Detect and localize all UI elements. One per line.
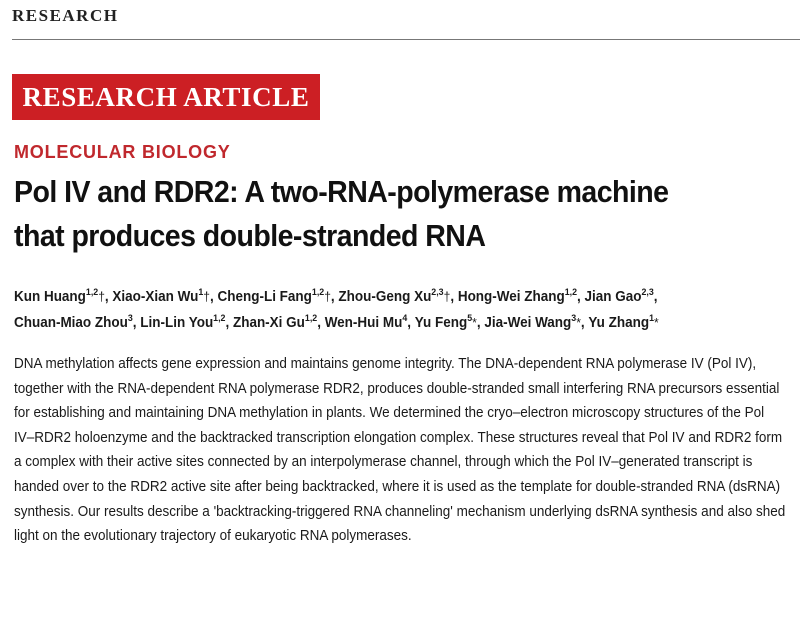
author: Cheng-Li Fang$^{1,2}$†, (217, 287, 339, 305)
subject-heading: MOLECULAR BIOLOGY (14, 142, 231, 162)
author: Hong-Wei Zhang$^{1,2}$, (457, 287, 585, 305)
article-title (14, 170, 732, 258)
article-type-banner: RESEARCH ARTICLE (12, 74, 320, 120)
header-divider (12, 39, 800, 40)
section-label: RESEARCH (12, 6, 119, 25)
author: Jia-Wei Wang$^3$*, (484, 313, 589, 331)
author: Kun Huang$^{1,2}$†, (14, 287, 113, 305)
author: Lin-Lin You$^{1,2}$, (140, 313, 233, 331)
title-line-1: Pol IV and RDR2: A two-RNA-polymerase machine (14, 174, 669, 209)
author: Yu Zhang$^1$* (588, 313, 659, 331)
author: Zhou-Geng Xu$^{2,3}$†, (338, 287, 458, 305)
abstract: DNA methylation affects gene expression and maintains genome integrity. The DNA-dependent RNA polymerase IV (Pol IV), together with the RNA-dependent RNA polymerase RDR2, produces double-stranded small interfering RNA precursors essential for establishing and maintaining DNA methylation in plants. We determined the cryo–electron microscopy structures of the Pol IV–RDR2 holoenzyme and the backtracked transcription elongation complex. These structures reveal that Pol IV and RDR2 form a complex with their active sites connected by an interpolymerase channel, through which the Pol IV–generated transcript is handed over to the RDR2 active site after being backtracked, where it is used as the template for double-stranded RNA (dsRNA) synthesis. Our results describe a 'backtracking-triggered RNA channeling' mechanism underlying dsRNA synthesis and also shed light on the evolutionary trajectory of eukaryotic RNA polymerases. (14, 356, 786, 545)
title-line-2: that produces double-stranded RNA (14, 218, 486, 253)
author: Xiao-Xian Wu$^1$†, (112, 287, 218, 305)
author: Zhan-Xi Gu$^{1,2}$, (232, 313, 325, 331)
author: Yu Feng$^5$*, (414, 313, 485, 331)
author: Wen-Hui Mu$^4$, (324, 313, 415, 331)
author: Chuan-Miao Zhou$^3$, (14, 313, 141, 331)
author: Jian Gao$^{2,3}$, (584, 287, 658, 305)
author-list (14, 284, 777, 336)
